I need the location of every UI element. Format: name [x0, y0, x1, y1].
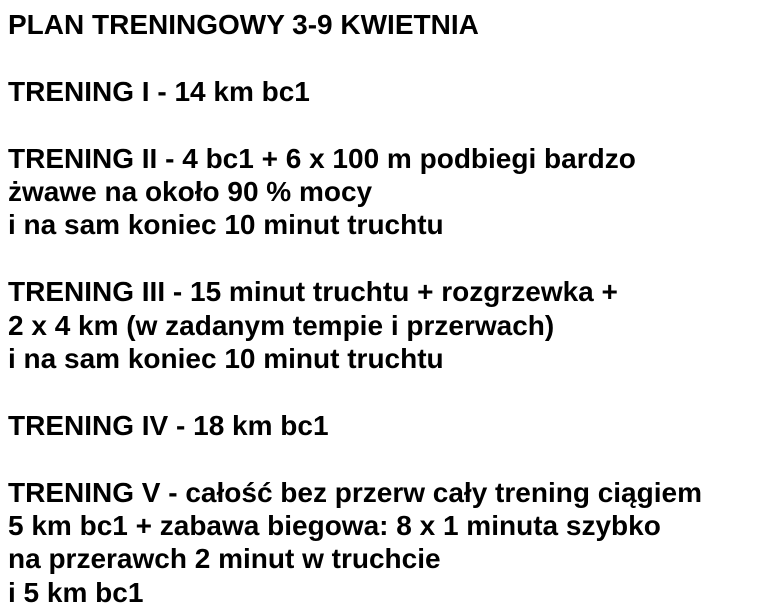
training-line: 5 km bc1 + zabawa biegowa: 8 x 1 minuta szybko — [8, 510, 661, 542]
training-section-trening-1 — [8, 75, 765, 108]
training-section-trening-4 — [8, 409, 765, 442]
document-title-block — [8, 8, 765, 41]
training-line: TRENING I - 14 km bc1 — [8, 75, 310, 107]
document-title: PLAN TRENINGOWY 3-9 KWIETNIA — [8, 9, 479, 40]
training-section-trening-5 — [8, 476, 765, 610]
training-section-trening-2 — [8, 142, 765, 242]
training-line: na przerawch 2 minut w truchcie — [8, 543, 441, 575]
training-line: 2 x 4 km (w zadanym tempie i przerwach) — [8, 309, 555, 341]
training-line: TRENING IV - 18 km bc1 — [8, 409, 329, 441]
training-line: TRENING III - 15 minut truchtu + rozgrzewka + — [8, 276, 618, 308]
training-line: i na sam koniec 10 minut truchtu — [8, 209, 444, 241]
training-line: i 5 km bc1 — [8, 576, 144, 608]
training-sections — [8, 75, 765, 609]
training-line: TRENING V - całość bez przerw cały trening ciągiem — [8, 476, 702, 508]
training-section-trening-3 — [8, 275, 765, 375]
training-line: i na sam koniec 10 minut truchtu — [8, 343, 444, 375]
training-line: żwawe na około 90 % mocy — [8, 176, 373, 207]
training-line: TRENING II - 4 bc1 + 6 x 100 m podbiegi bardzo — [8, 142, 636, 174]
